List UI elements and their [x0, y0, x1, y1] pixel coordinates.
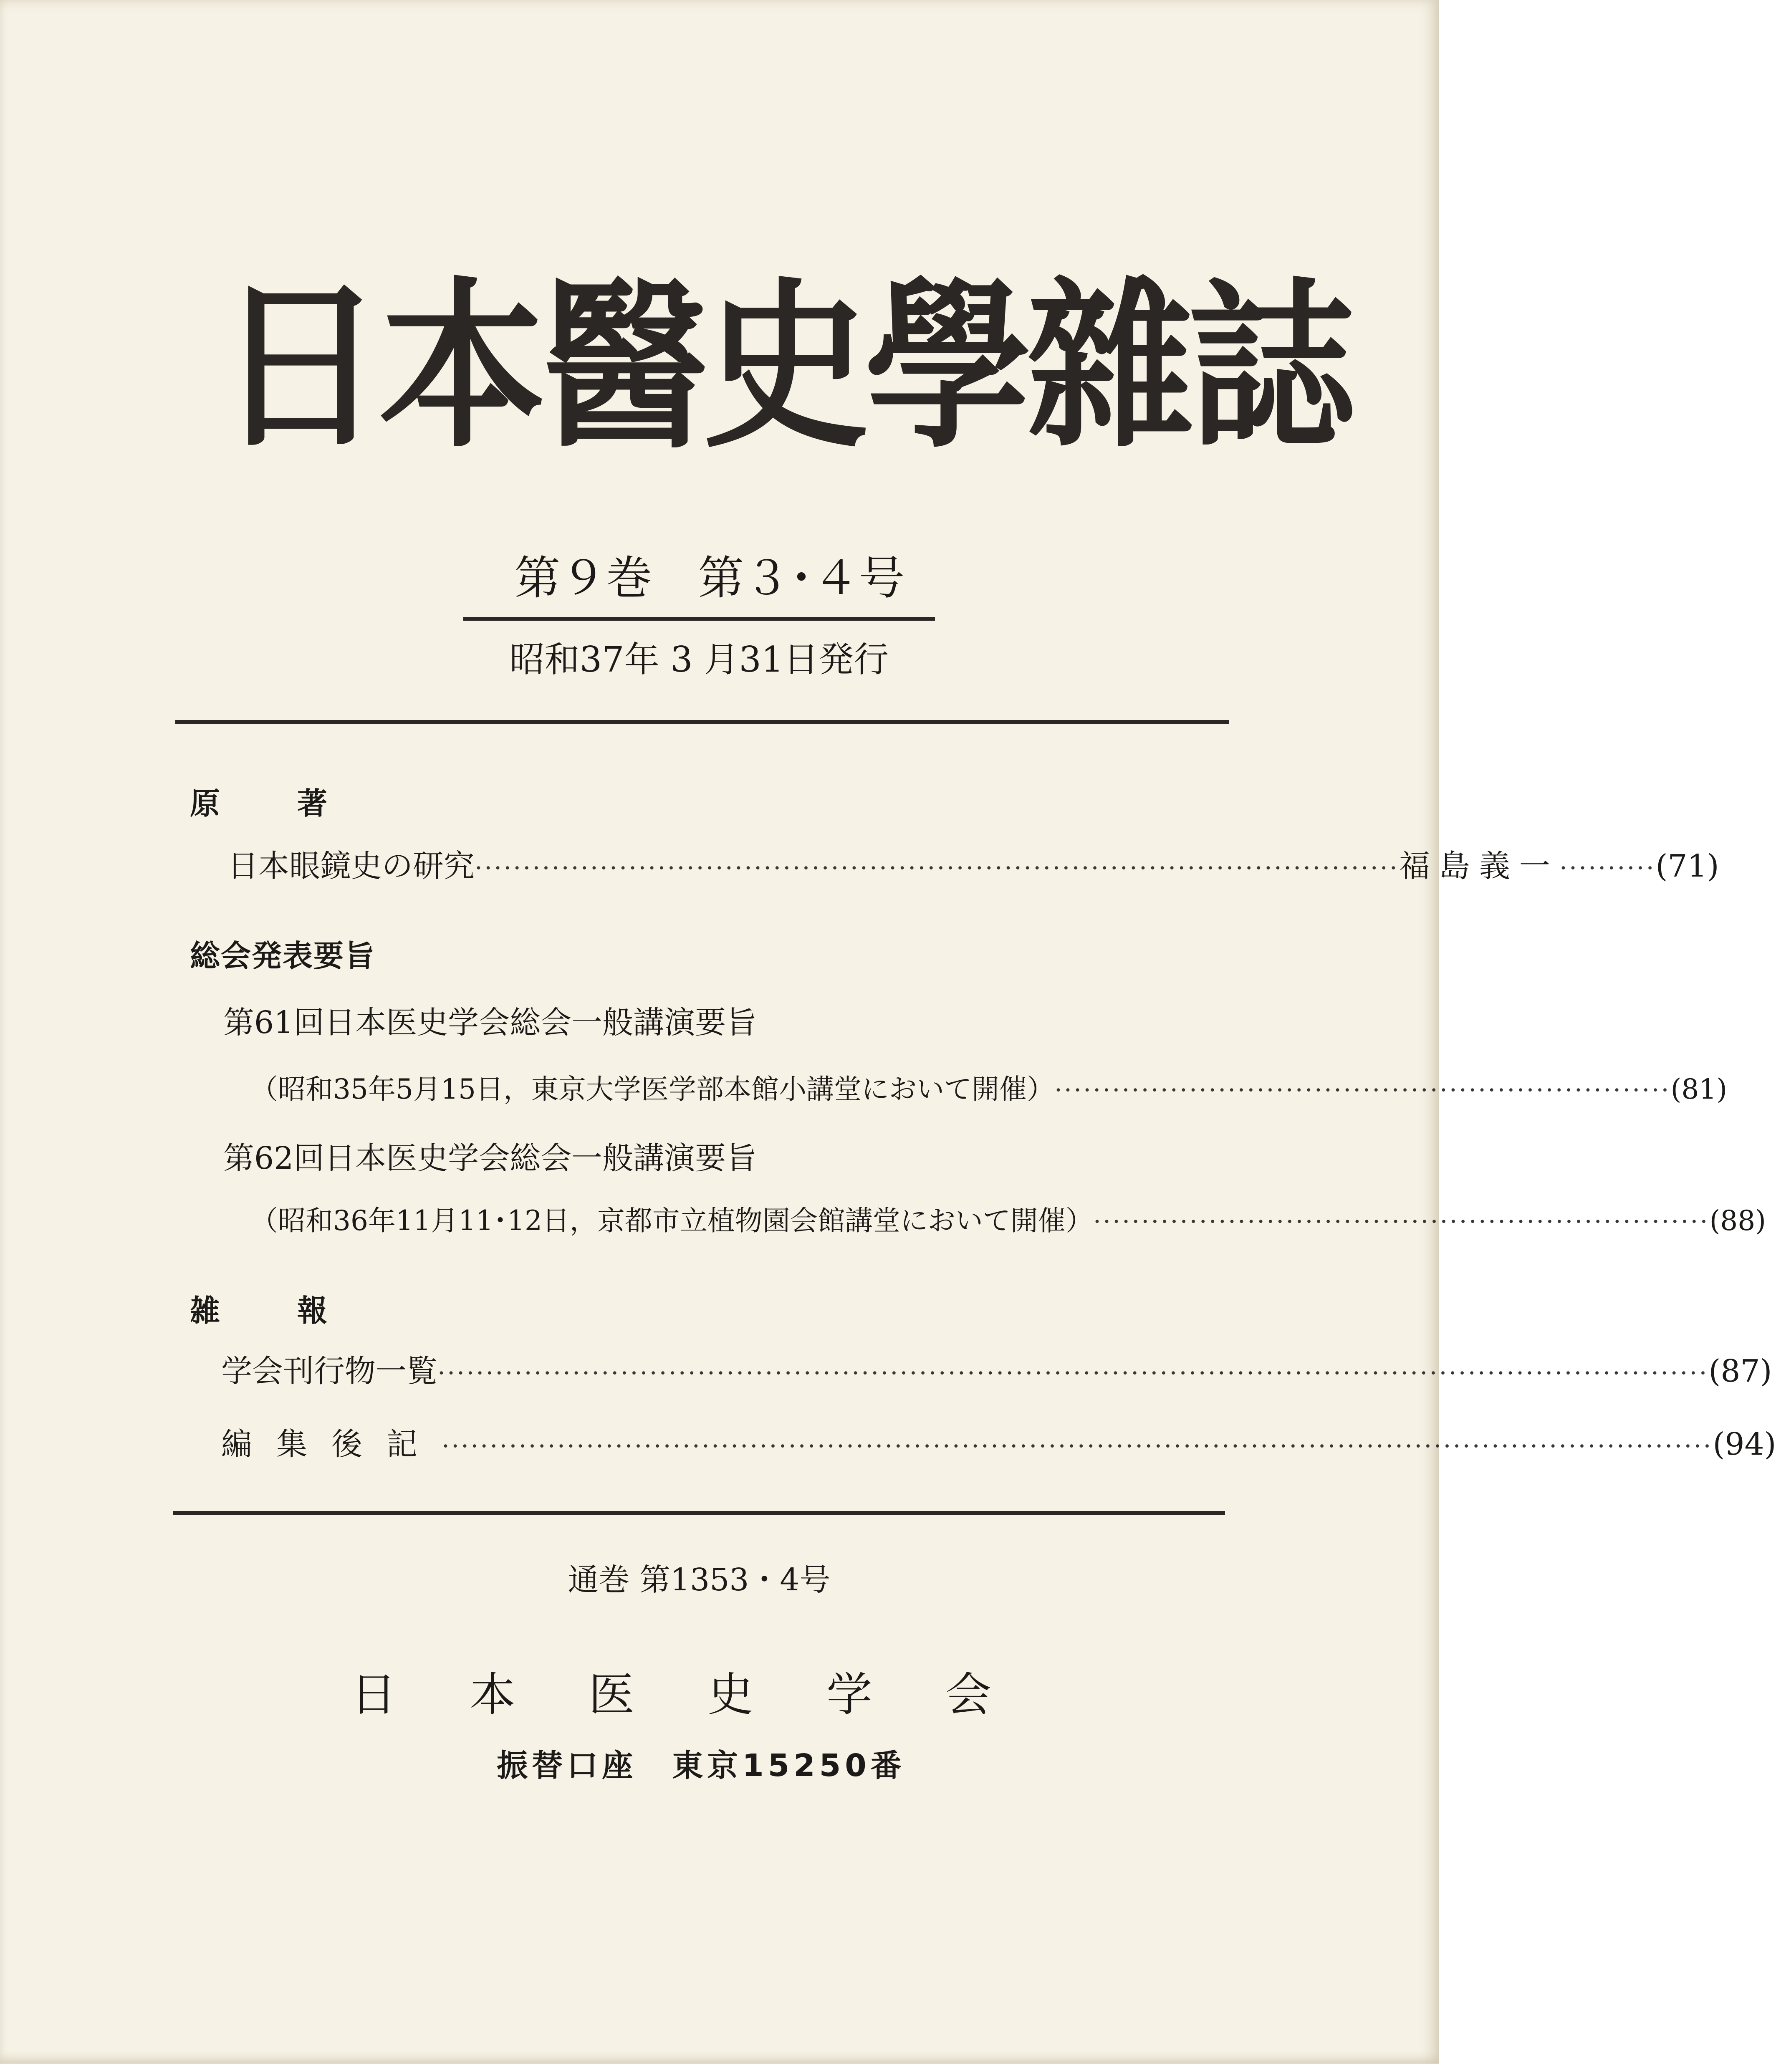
toc-entry-page: (88)	[1709, 1205, 1766, 1237]
leader-dots: ································································	[1054, 1076, 1671, 1105]
toc-entry-page: (81)	[1670, 1073, 1728, 1105]
toc-entry-title: 日本眼鏡史の研究	[227, 848, 475, 884]
toc-entry-author: 福島義一	[1399, 848, 1559, 884]
contents-bottom-rule	[173, 1511, 1225, 1515]
toc-entry-title: 学会刊行物一覧	[221, 1353, 437, 1389]
toc-entry-page: (87)	[1708, 1353, 1772, 1389]
toc-entry[interactable]	[250, 1071, 1728, 1109]
leader-dots: ································································································	[475, 854, 1399, 883]
leader-dots: ····································································································································	[442, 1432, 1713, 1461]
toc-entry[interactable]	[221, 1352, 1772, 1392]
toc-entry[interactable]	[227, 847, 1719, 887]
volume-underline	[463, 617, 935, 621]
publication-date: 昭和37年 3 月31日発行	[509, 639, 889, 680]
leader-dots: ································································	[1093, 1207, 1710, 1236]
postal-account: 振替口座 東京15250番	[497, 1748, 906, 1784]
leader-dots: ····································································································································	[437, 1359, 1709, 1388]
section-heading-original: 原著	[190, 786, 405, 821]
toc-entry-page: (71)	[1655, 848, 1719, 884]
toc-entry-title: 編集後記	[221, 1426, 442, 1462]
toc-entry-detail: （昭和36年11月11･12日，京都市立植物園会館講堂において開催）	[250, 1205, 1093, 1237]
contents-top-rule	[175, 720, 1229, 724]
toc-entry-title[interactable]: 第61回日本医史学会総会一般講演要旨	[223, 1005, 757, 1041]
toc-entry[interactable]	[250, 1202, 1766, 1241]
toc-entry[interactable]	[221, 1425, 1776, 1465]
publisher-name: 日本医史学会	[351, 1668, 1064, 1721]
section-heading-abstracts: 総会発表要旨	[190, 938, 376, 973]
toc-entry-title[interactable]: 第62回日本医史学会総会一般講演要旨	[223, 1140, 757, 1176]
volume-issue: 第９巻 第３･４号	[514, 551, 905, 605]
toc-entry-detail: （昭和35年5月15日，東京大学医学部本館小講堂において開催）	[250, 1073, 1054, 1105]
leader-dots: ··········	[1559, 854, 1656, 883]
cumulative-issue: 通巻 第1353・4号	[568, 1562, 831, 1598]
toc-entry-page: (94)	[1713, 1426, 1776, 1462]
journal-title: 日本醫史學雜誌	[217, 263, 1351, 473]
section-heading-misc: 雑報	[190, 1293, 405, 1328]
